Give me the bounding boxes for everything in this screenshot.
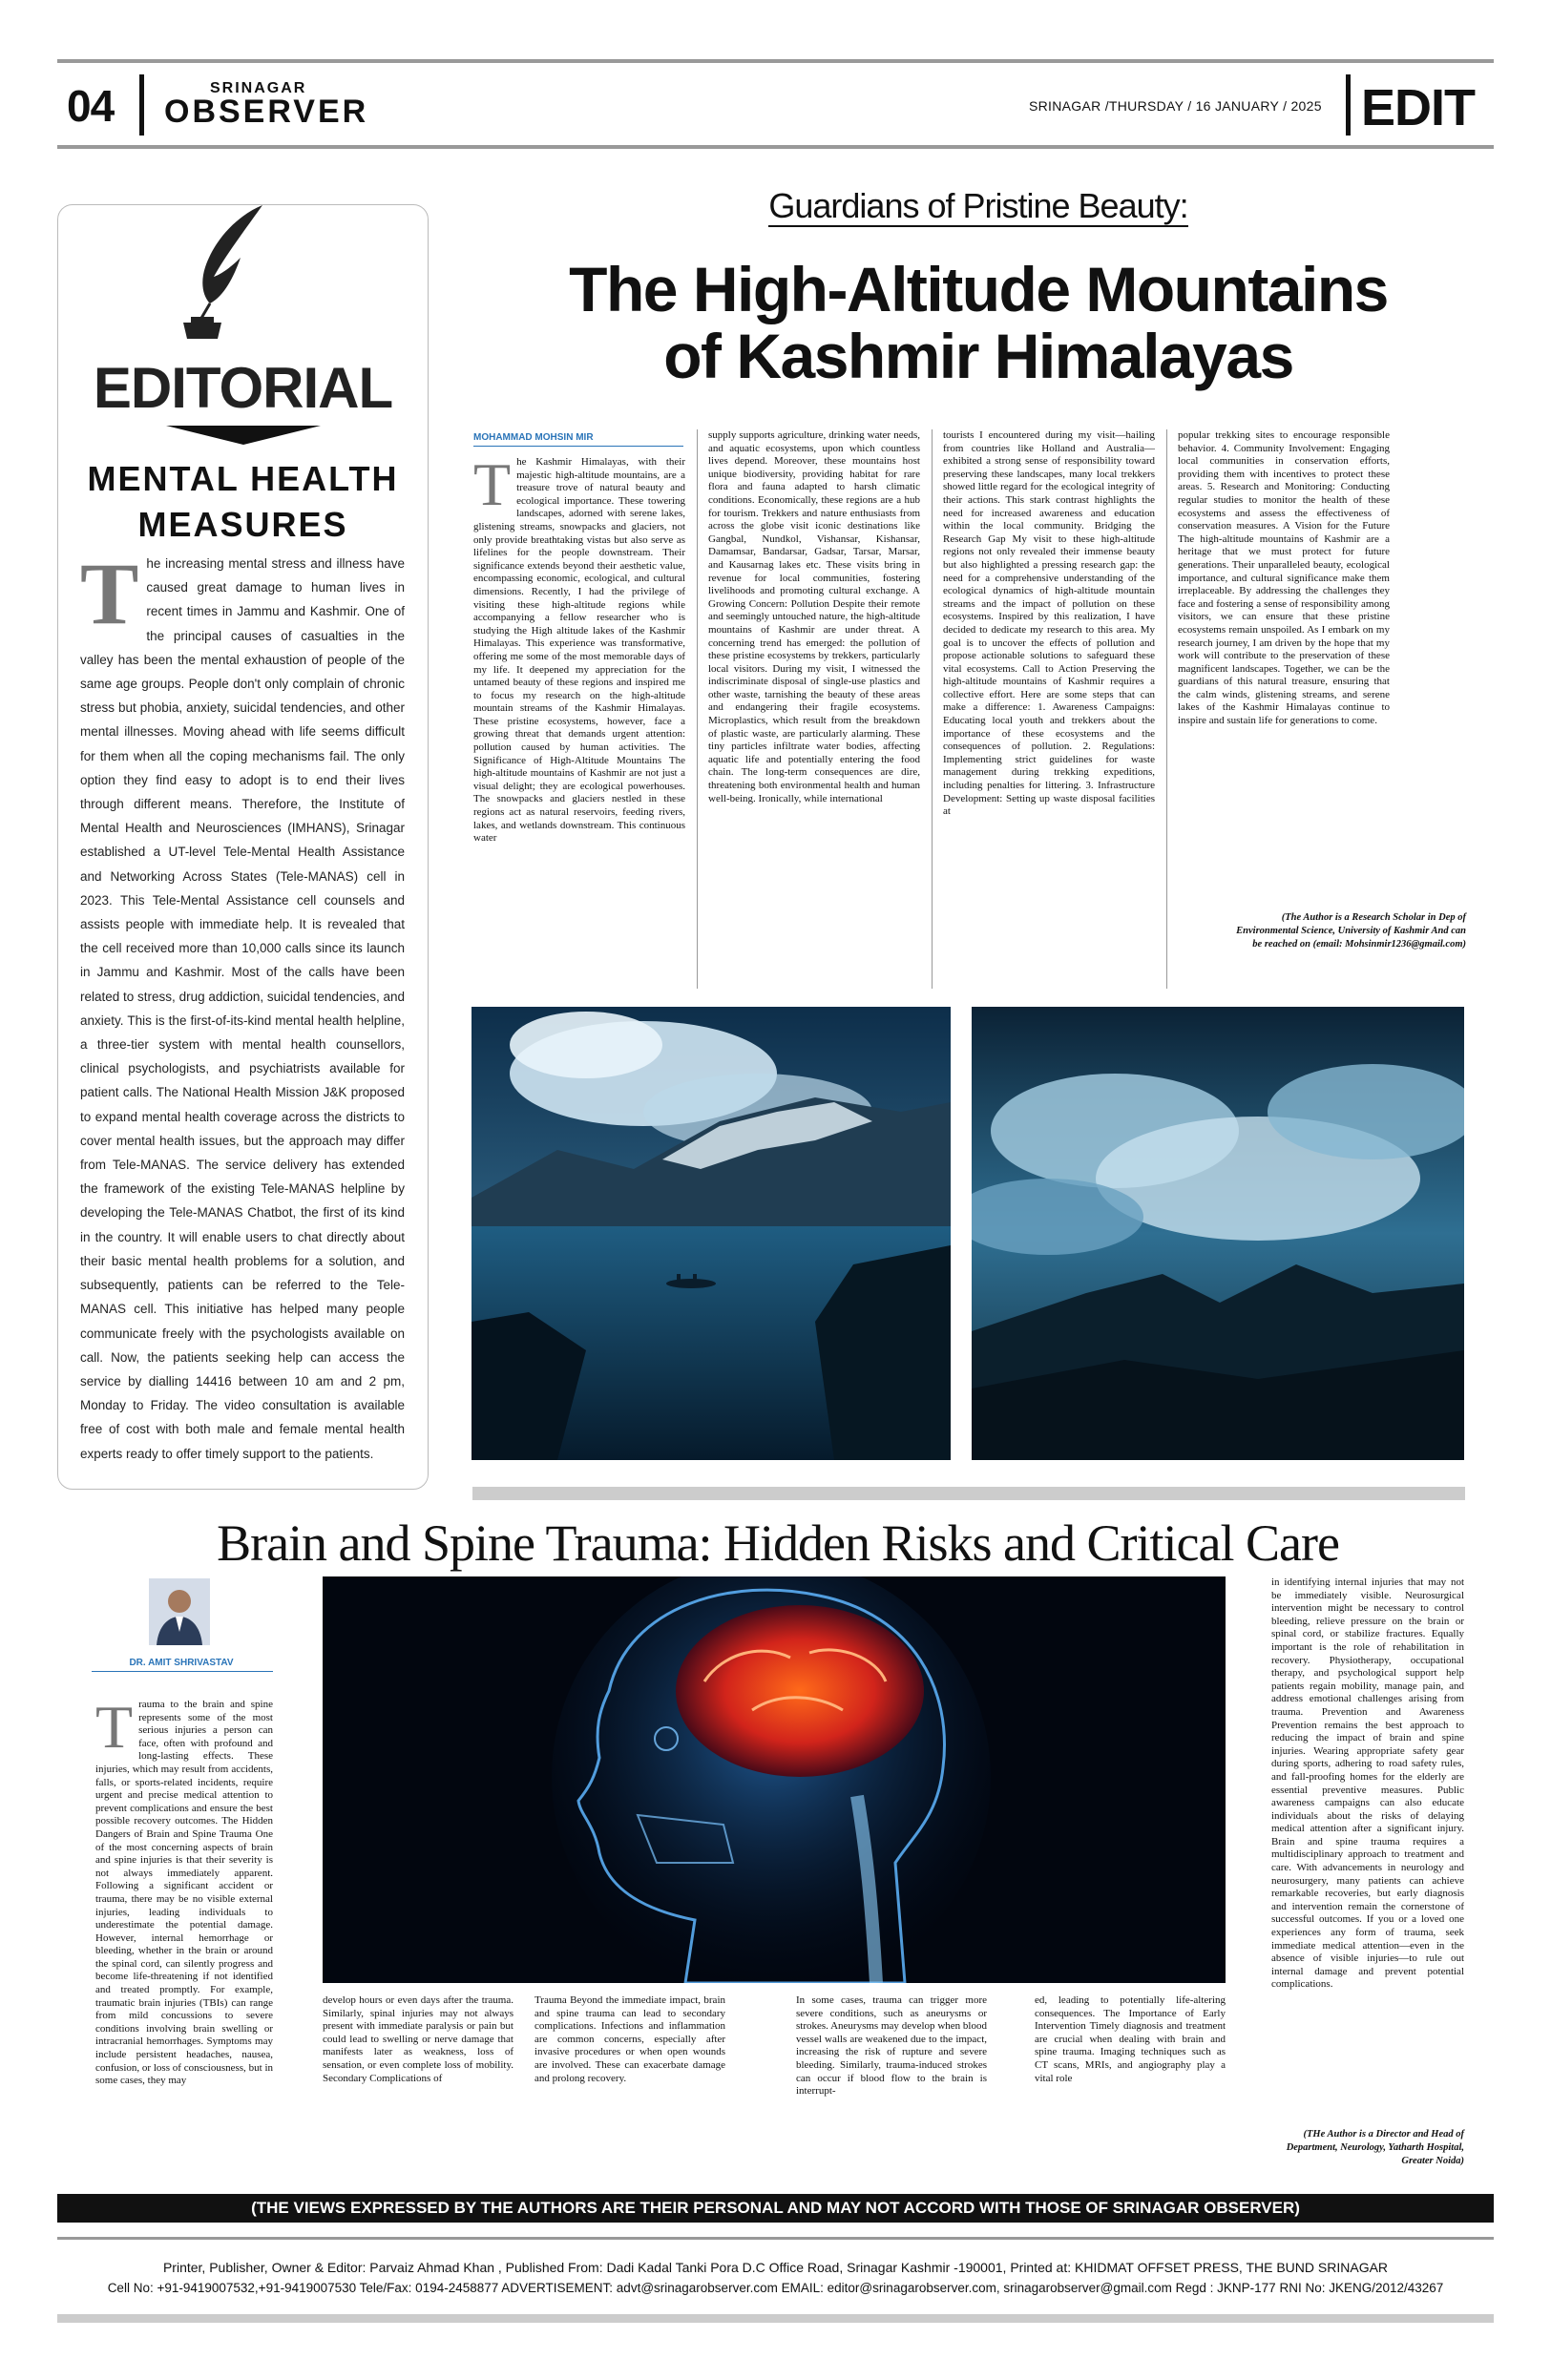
article2-col1-text: rauma to the brain and spine represents some of the most serious injuries a person can face, often with profound and long-lasting effects. These injuries, which may result from accidents, falls, or sports-related incidents, require urgent and precise medical attention to prevent complications and ensure the best possible recovery outcomes. The Hidden Dangers of Brain and Spine Trauma One of the most concerning aspects of brain and spine injuries is that their severity is not always immediately apparent. Following a significant accident or trauma, there may be no visible external injuries, leading individuals to underestimate the potential damage. However, internal hemorrhage or bleeding, whether in the brain or around the spinal cord, can silently progress and become life-threatening if not identified and treated promptly. For example, traumatic brain injuries (TBIs) can range from mild concussions to severe conditions involving brain swelling or intracranial hemorrhages. Symptoms may include persistent headaches, nausea, confusion, or loss of consciousness, but in some cases, they may (95, 1699, 273, 2087)
editorial-heading (57, 456, 429, 548)
article1-author-credit: (The Author is a Research Scholar in Dep of Environmental Science, University of Kashmir And can be reached on (email: Mohsinmir1236@gmail.com) (1236, 912, 1466, 950)
article1-headline (449, 256, 1508, 389)
column-rule (932, 429, 933, 989)
article1-column-1 (473, 456, 685, 991)
bottom-rule (57, 2314, 1494, 2323)
article1-kicker (477, 186, 1479, 226)
article2-column-1 (95, 1699, 273, 2174)
quill-ink-icon (172, 200, 286, 344)
section-divider (472, 1487, 1465, 1500)
article1-dropcap: T (473, 456, 512, 518)
lake-mountain-photo (472, 1007, 951, 1460)
logo-small-text: SRINAGAR (210, 80, 307, 96)
article1-headline-line1: The High-Altitude Mountains (569, 254, 1388, 324)
article1-column-2: supply supports agriculture, drinking water needs, and aquatic ecosystems, upon which countless lives depend. Moreover, these mountains host unique biodiversity, providing habitat for rare flora and fauna adapted to harsh climatic conditions. Economically, these regions are a hub for tourism. Trekkers and nature enthusiasts from across the globe visit iconic destinations like Gangbal, Nundkol, Vishansar, Kishansar, Damamsar, Bandarsar, Gadsar, Tarsar, Marsar, and Kausarnag lakes etc. These visits bring in revenue for local communities, fostering livelihoods and promoting cultural exchange. A Growing Concern: Pollution Despite their remote and seemingly untouched nature, the high-altitude mountains of Kashmir are under threat. A concerning trend has emerged: the pollution of these pristine ecosystems by trekkers, particularly local visitors. During my visit, I witnessed the indiscriminate disposal of single-use plastics and other waste, tarnishing the beauty of these areas and endangering their fragile ecosystems. Microplastics, which result from the breakdown of plastic waste, are particularly alarming. These tiny particles infiltrate water bodies, affecting aquatic life and potentially entering the food chain. The long-term consequences are dire, threatening both environmental health and human well-being. Ironically, while international (708, 429, 920, 804)
column-rule (1166, 429, 1167, 989)
disclaimer-bar: (THE VIEWS EXPRESSED BY THE AUTHORS ARE THEIR PERSONAL AND MAY NOT ACCORD WITH THOSE OF SRINAGAR OBSERVER) (57, 2194, 1494, 2223)
editorial-label: EDITORIAL (93, 356, 393, 420)
editorial-dropcap: T (80, 545, 139, 642)
page-number: 04 (67, 81, 115, 131)
editorial-text: he increasing mental stress and illness have caused great damage to human lives in recent times in Jammu and Kashmir. One of the principal causes of casualties in the valley has been the mental exhaustion of people of the same age groups. People don't only complain of chronic stress but phobia, anxiety, suicidal tendencies, and other mental illnesses. Moving ahead with life seems difficult for them when all the coping mechanisms fail. The only option they find easy to adopt is to end their lives through different means. Therefore, the Institute of Mental Health and Neurosciences (IMHANS), Srinagar established a UT-level Tele-Mental Health Assistance and Networking Across States (Tele-MANAS) cell in 2023. This Tele-Mental Assistance cell counsels and assists people with immediate help. It is revealed that the cell received more than 10,000 calls since its launch in Jammu and Kashmir. Most of the calls have been related to stress, drug addiction, suicidal tendencies, and anxiety. This is the first-of-its-kind mental health helpline, a three-tier system with mental health counsellors, clinical psychologists, and psychiatrists available for patient calls. The National Health Mission J&K proposed to expand mental health coverage across the districts to cover mental health issues, but the approach may differ from Tele-MANAS. The service delivery has extended the framework of the existing Tele-MANAS helpline by developing the Tele-MANAS Chatbot, the first of its kind in the country. It will enable users to chat directly about their basic mental health problems for a solution, and subsequently, patients can be referred to the Tele-MANAS cell. This initiative has helped many people communicate freely with the psychologists available on call. Now, the patients seeking help can access the service by dialling 14416 between 10 am and 2 pm, Monday to Friday. The video consultation is available free of cost with both male and female mental health experts ready to offer timely support to the patients. (80, 556, 405, 1461)
section-label: EDIT (1361, 79, 1476, 136)
article1-headline-line2: of Kashmir Himalayas (663, 321, 1293, 391)
logo-big-text: OBSERVER (164, 94, 369, 130)
article2-author-credit: (THe Author is a Director and Head of Department, Neurology, Yatharth Hospital, Greater Noida) (1286, 2129, 1464, 2166)
article1-column-3: tourists I encountered during my visit—hailing from countries like Holland and Australia—exhibited a strong sense of responsibility toward preserving these landscapes, many local trekkers showed little regard for the ecological integrity of their actions. This stark contrast highlights the need for increased awareness and education within the local community. Bridging the Research Gap My visit to these high-altitude regions not only revealed their immense beauty but also highlighted a pressing research gap: the need for a comprehensive understanding of the ecological dynamics of high-altitude mountain streams and the impact of pollution on these ecosystems. Inspired by this realization, I have decided to dedicate my research to this area. My goal is to uncover the effects of pollution and propose actionable solutions to safeguard these vital ecosystems. Call to Action Preserving the high-altitude mountains of Kashmir requires a collective effort. Here are some steps that can make a difference: 1. Awareness Campaigns: Educating local youth and trekkers about the importance of these ecosystems and the consequences of pollution. 2. Regulations: Implementing strict guidelines for waste management during trekking expeditions, including penalties for littering. 3. Infrastructure Development: Setting up waste disposal facilities at (943, 429, 1155, 818)
dateline: SRINAGAR /THURSDAY / 16 JANUARY / 2025 (1029, 98, 1322, 114)
imprint-line-1: Printer, Publisher, Owner & Editor: Parvaiz Ahmad Khan , Published From: Dadi Kadal Tanki Pora D.C Office Road, Srinagar Kashmir -190001, Printed at: KHIDMAT OFFSET PRESS, THE BUND SRINAGAR (162, 2260, 1389, 2275)
article2-column-6: in identifying internal injuries that may not be immediately visible. Neurosurgical intervention might be necessary to control bleeding, relieve pressure on the brain or spinal cord, or stabilize fractures. Equally important is the role of rehabilitation in recovery. Physiotherapy, occupational therapy, and psychological support help patients regain mobility, manage pain, and address emotional challenges arising from trauma. Prevention and Awareness Prevention remains the best approach to reducing the impact of brain and spine injuries. Wearing appropriate safety gear during sports, adhering to road safety rules, and fall-proofing homes for the elderly are essential preventive measures. Public awareness campaigns can also educate individuals about the risks of delaying medical attention after a significant injury. Brain and spine trauma requires a multidisciplinary approach to treatment and care. With advancements in neurology and neurosurgery, many patients can achieve remarkable recoveries, but early diagnosis and intervention remain the cornerstone of successful outcomes. If you or a loved one experiences any form of trauma, seek immediate medical attention—even in the absence of visible injuries—to rule out internal damage and prevent potential complications. (1271, 1576, 1464, 1991)
header-divider (139, 74, 144, 136)
editorial-heading-line1: MENTAL HEALTH (87, 459, 399, 498)
article1-kicker-text: Guardians of Pristine Beauty: (768, 186, 1188, 225)
imprint-line-2: Cell No: +91-9419007532,+91-9419007530 Tele/Fax: 0194-2458877 ADVERTISEMENT: advt@srinagarobserver.com EMAIL: editor@srinagarobserver.com, srinagarobserver@gmail.com Regd : JKNP-177 RNI No: JKENG/2012/43267 (107, 2281, 1444, 2295)
article2-byline: DR. AMIT SHRIVASTAV (129, 1658, 234, 1668)
article1-byline: MOHAMMAD MOHSIN MIR (473, 432, 594, 443)
editorial-heading-line2: MEASURES (137, 505, 348, 544)
footer-rule (57, 2237, 1494, 2240)
article2-column-3: Trauma Beyond the immediate impact, brain and spine trauma can lead to secondary complications. Infections and inflammation are common concerns, especially after invasive procedures or when open wounds are involved. These can exacerbate damage and prolong recovery. (534, 1994, 725, 2084)
brain-xray-illustration (323, 1576, 1226, 1983)
article1-col1-text: he Kashmir Himalayas, with their majestic high-altitude mountains, are a treasure trove of natural beauty and ecological importance. These towering landscapes, adorned with serene lakes, glistening streams, snowpacks and glaciers, not only provide breathtaking vistas but also serve as lifelines for the people downstream. Their significance extends beyond their aesthetic value, encompassing economic, ecological, and cultural dimensions. Recently, I had the privilege of visiting these high-altitude regions while accompanying a fellow researcher who is studying the High altitude lakes of the Kashmir Himalayas. This experience was transformative, offering me some of the most memorable days of my life. It deepened my appreciation for the untamed beauty of these regions and inspired me to focus my research on the high-altitude mountain streams of the Kashmir Himalayas. These pristine ecosystems, however, face a growing threat that demands urgent attention: pollution caused by human activities. The Significance of High-Altitude Mountains The high-altitude mountains of Kashmir are not just a visual delight; they are ecological powerhouses. The snowpacks and glaciers nestled in these regions act as natural reservoirs, feeding rivers, lakes, and wetlands downstream. This continuous water (473, 456, 685, 845)
article1-column-4: popular trekking sites to encourage responsible behavior. 4. Community Involvement: Engaging local communities in conservation efforts, providing them with incentives to protect these areas. 5. Research and Monitoring: Conducting regular studies to monitor the health of these ecosystems and assess the effectiveness of conservation measures. A Vision for the Future The high-altitude mountains of Kashmir are a heritage that we must protect for future generations. Their unparalleled beauty, ecological importance, and cultural significance make them irreplaceable. By addressing the challenges they face and fostering a sense of responsibility among visitors, we can ensure that these pristine ecosystems remain unspoiled. As I embark on my research journey, I am driven by the hope that my work will contribute to the preservation of these magnificent landscapes. Together, we can be the guardians of this natural treasure, ensuring that the calm winds, glistening streams, and serene lakes of the Kashmir Himalayas continue to inspire and sustain life for generations to come. (1178, 429, 1390, 727)
editorial-body (80, 545, 405, 1466)
column-rule (697, 429, 698, 989)
author-portrait (149, 1578, 210, 1645)
article2-column-4: In some cases, trauma can trigger more severe conditions, such as aneurysms or strokes. Aneurysms may develop when blood vessel walls are weakened due to the impact, increasing the risk of rupture and severe bleeding. Similarly, trauma-induced strokes can occur if blood flow to the brain is interrupt- (796, 1994, 987, 2098)
header-divider (1346, 74, 1351, 136)
article2-headline: Brain and Spine Trauma: Hidden Risks and Critical Care (217, 1514, 1339, 1572)
byline-rule (92, 1671, 273, 1672)
byline-rule (473, 446, 683, 447)
article2-column-5: ed, leading to potentially life-altering consequences. The Importance of Early Intervention Timely diagnosis and treatment are crucial when dealing with brain and spine trauma. Imaging techniques such as CT scans, MRIs, and angiography play a vital role (1035, 1994, 1226, 2084)
article2-dropcap: T (95, 1699, 134, 1761)
article2-column-2: develop hours or even days after the trauma. Similarly, spinal injuries may not always present with immediate paralysis or pain but could lead to swelling or nerve damage that manifests later as weakness, loss of sensation, or even complete loss of mobility. Secondary Complications of (323, 1994, 514, 2084)
arrow-down-icon (166, 426, 321, 445)
cloud-mountain-photo (972, 1007, 1464, 1460)
